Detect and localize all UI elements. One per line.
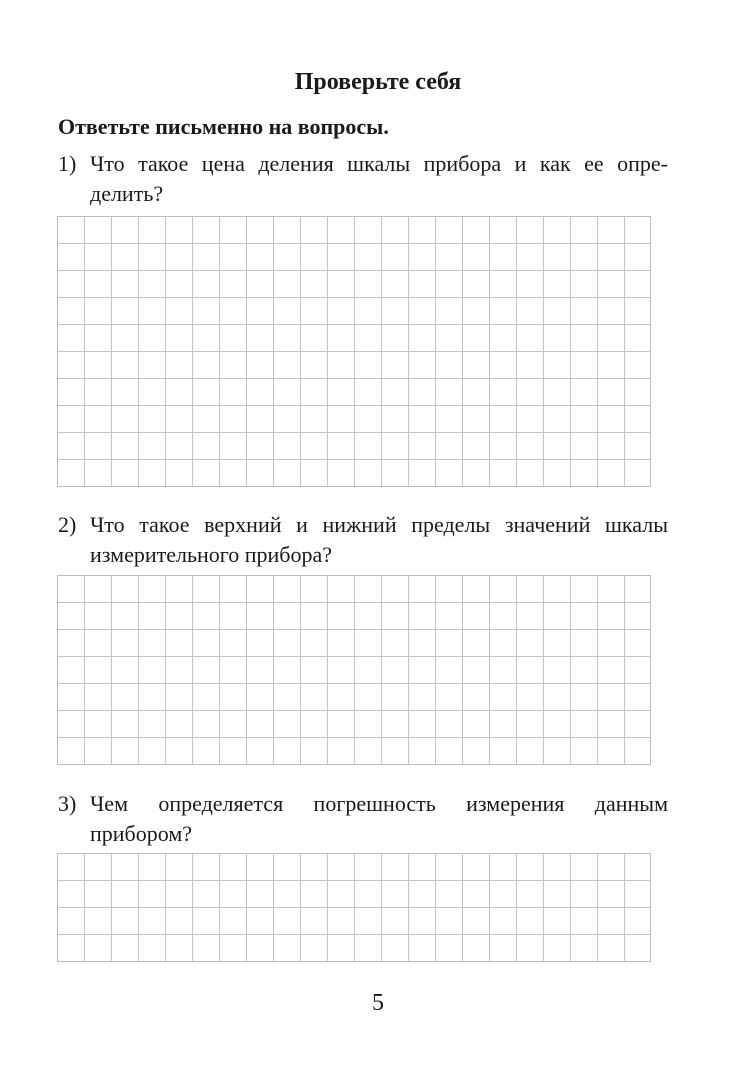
question-2	[58, 510, 668, 570]
answer-grid-2[interactable]	[57, 575, 651, 765]
question-number: 1)	[58, 151, 77, 176]
question-3	[58, 789, 668, 849]
question-text: Что такое цена деления шкалы прибора и как ее опре-делить?	[90, 151, 668, 206]
page-number: 5	[372, 990, 384, 1016]
question-number: 3)	[58, 791, 77, 816]
question-1	[58, 149, 668, 209]
question-number: 2)	[58, 512, 77, 537]
instruction: Ответьте письменно на вопросы.	[58, 114, 389, 139]
answer-grid-1[interactable]	[57, 216, 651, 487]
answer-grid-3[interactable]	[57, 853, 651, 962]
question-text: Чем определяется погрешность измерения данным прибором?	[90, 791, 668, 846]
question-text: Что такое верхний и нижний пределы значений шкалы измерительного прибора?	[90, 512, 668, 567]
page-title: Проверьте себя	[294, 69, 462, 95]
